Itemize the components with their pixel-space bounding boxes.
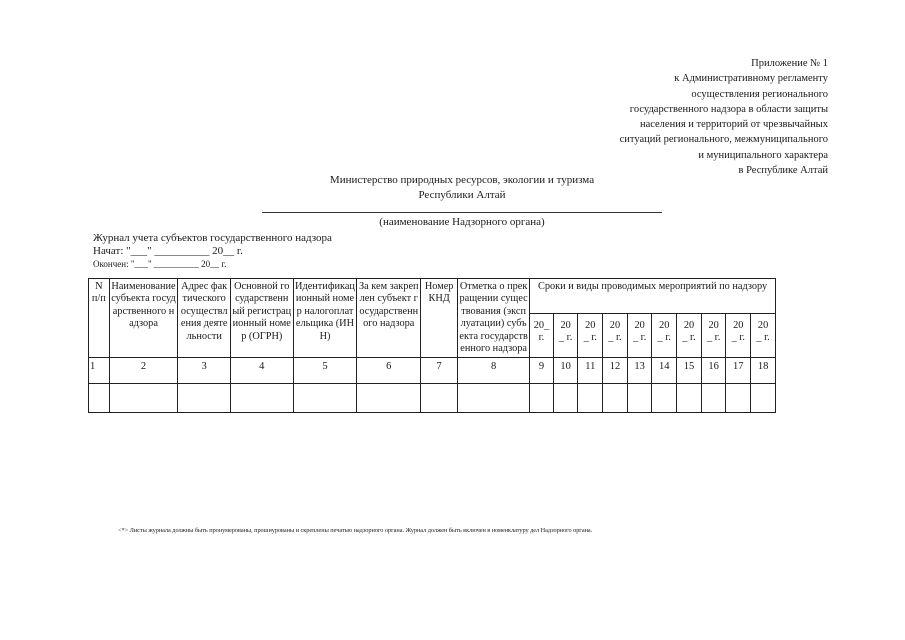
table-cell	[293, 384, 357, 413]
header-subject-name: Наименование субъекта государственного надзора	[109, 279, 178, 358]
table-cell	[357, 384, 421, 413]
table-cell	[458, 384, 530, 413]
table-cell	[701, 384, 726, 413]
header-events-group: Сроки и виды проводимых мероприятий по надзору	[530, 279, 776, 314]
column-number: 5	[293, 358, 357, 384]
appendix-header	[620, 56, 828, 178]
table-cell	[652, 384, 677, 413]
appendix-line: государственного надзора в области защиты	[629, 103, 828, 115]
ministry-line-2: Республики Алтай	[418, 189, 506, 201]
table-cell	[751, 384, 776, 413]
column-number: 1	[89, 358, 110, 384]
column-number: 11	[578, 358, 603, 384]
column-number: 4	[230, 358, 293, 384]
column-number: 9	[530, 358, 554, 384]
column-number: 14	[652, 358, 677, 384]
header-ogrn: Основной государственный регистрационный номер (ОГРН)	[230, 279, 293, 358]
appendix-line: осуществления регионального	[691, 88, 828, 100]
journal-ended: Окончен: "___" __________ 20__ г.	[93, 259, 227, 269]
table-cell	[421, 384, 458, 413]
header-year: 20 _ г.	[578, 314, 603, 358]
table-cell	[726, 384, 751, 413]
appendix-line: к Административному регламенту	[674, 73, 828, 85]
header-address: Адрес фактического осуществления деятельности	[178, 279, 230, 358]
header-year: 20 _ г.	[627, 314, 652, 358]
table-cell	[89, 384, 110, 413]
table-cell	[178, 384, 230, 413]
header-assigned: За кем закреплен субъект государственного надзора	[357, 279, 421, 358]
appendix-line: в Республике Алтай	[738, 165, 828, 177]
header-year: 20 _ г.	[603, 314, 628, 358]
journal-title: Журнал учета субъектов государственного надзора	[93, 232, 332, 244]
footnote: <*> Листы журнала должны быть пронумерованы, прошнурованы и скреплены печатью надзорного органа. Журнал должен быть включен в номенклатуру дел Надзорного органа.	[118, 527, 593, 534]
ministry-underline	[262, 212, 662, 213]
header-year: 20 _ г.	[751, 314, 776, 358]
header-year: 20 _ г.	[701, 314, 726, 358]
column-number: 12	[603, 358, 628, 384]
column-number: 7	[421, 358, 458, 384]
ministry-name	[262, 173, 662, 203]
column-number: 16	[701, 358, 726, 384]
header-year-first: 20_ г.	[530, 314, 554, 358]
column-number: 18	[751, 358, 776, 384]
appendix-line: ситуаций регионального, межмуниципального	[619, 134, 828, 146]
column-number: 3	[178, 358, 230, 384]
journal-info	[93, 232, 332, 270]
header-year: 20 _ г.	[677, 314, 702, 358]
journal-started: Начат: "___" __________ 20__ г.	[93, 245, 243, 257]
header-inn: Идентификационный номер налогоплательщика (ИНН)	[293, 279, 357, 358]
column-number: 15	[677, 358, 702, 384]
header-termination: Отметка о прекращении существования (эксплуатации) субъекта государственного надзора	[458, 279, 530, 358]
header-year: 20 _ г.	[652, 314, 677, 358]
column-number: 17	[726, 358, 751, 384]
header-year: 20 _ г.	[553, 314, 578, 358]
organ-caption: (наименование Надзорного органа)	[379, 216, 545, 228]
table-cell	[109, 384, 178, 413]
table-cell	[578, 384, 603, 413]
table-cell	[530, 384, 554, 413]
table-cell	[603, 384, 628, 413]
column-number: 6	[357, 358, 421, 384]
appendix-line: населения и территорий от чрезвычайных	[639, 119, 828, 131]
column-number: 8	[458, 358, 530, 384]
table-cell	[553, 384, 578, 413]
column-number: 13	[627, 358, 652, 384]
column-number: 10	[553, 358, 578, 384]
table-row	[89, 384, 776, 413]
appendix-line: Приложение № 1	[751, 58, 828, 69]
journal-table	[88, 278, 776, 413]
column-number: 2	[109, 358, 178, 384]
appendix-line: и муниципального характера	[698, 149, 828, 161]
ministry-line-1: Министерство природных ресурсов, экологии и туризма	[329, 174, 595, 186]
table-cell	[627, 384, 652, 413]
table-cell	[230, 384, 293, 413]
header-knd: Номер КНД	[421, 279, 458, 358]
header-number: N п/п	[89, 279, 110, 358]
table-cell	[677, 384, 702, 413]
header-year: 20 _ г.	[726, 314, 751, 358]
